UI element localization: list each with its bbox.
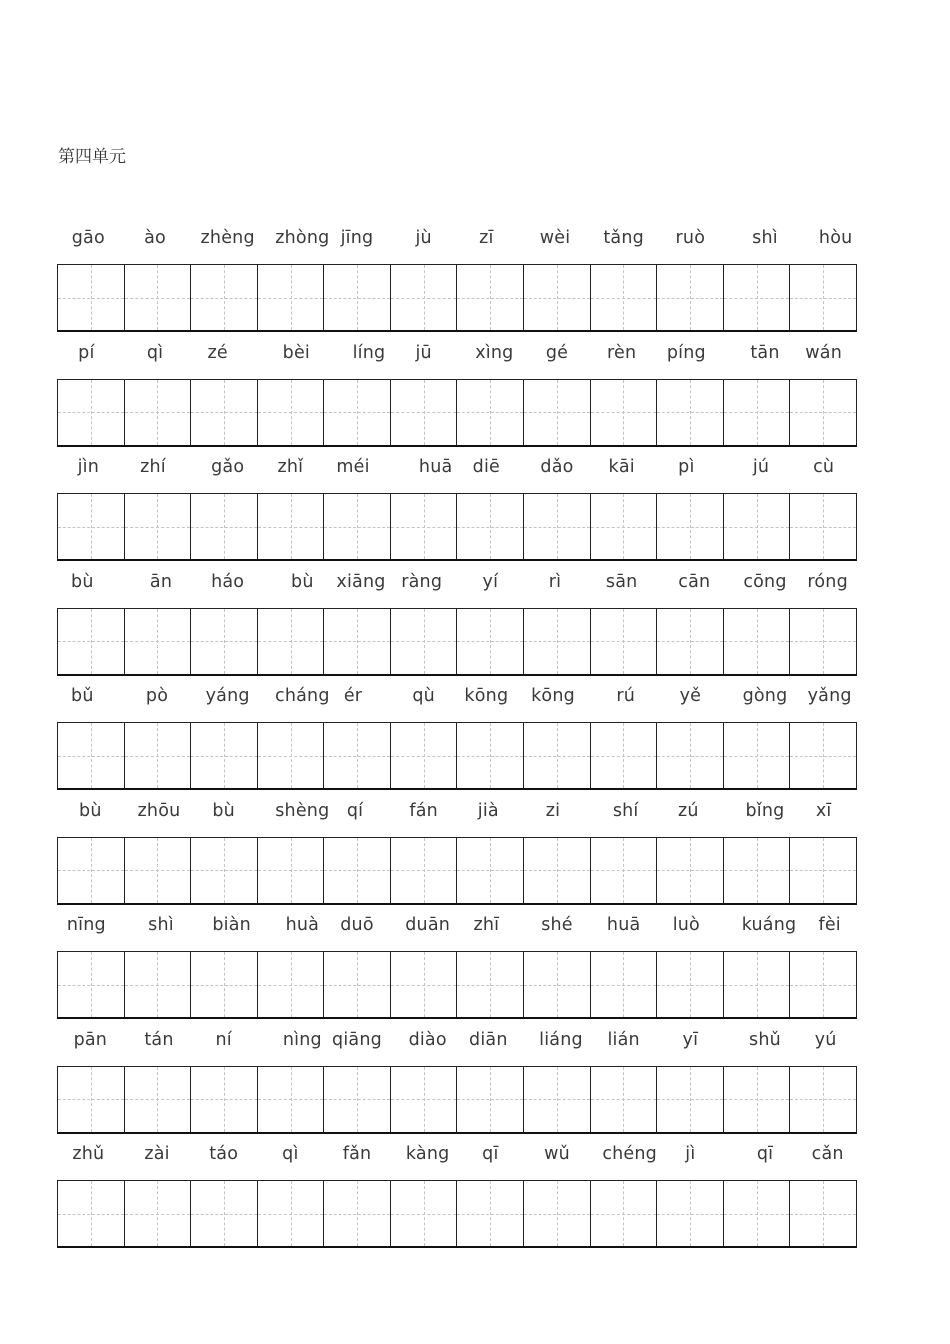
- pinyin-label: pí: [78, 342, 95, 363]
- writing-cell[interactable]: [724, 609, 791, 674]
- writing-cell[interactable]: [391, 380, 458, 445]
- pinyin-label: fán: [409, 800, 438, 821]
- pinyin-label: zī: [479, 228, 494, 248]
- writing-cell[interactable]: [724, 1067, 791, 1132]
- writing-cell[interactable]: [125, 838, 192, 903]
- pinyin-label: kōng: [531, 686, 575, 706]
- page-title: 第四单元: [58, 147, 126, 167]
- writing-cell[interactable]: [191, 723, 258, 788]
- pinyin-label: xī: [815, 800, 832, 821]
- pinyin-label: zi: [545, 800, 561, 821]
- writing-cell[interactable]: [391, 265, 458, 330]
- writing-cell[interactable]: [524, 723, 591, 788]
- writing-cell[interactable]: [324, 838, 391, 903]
- pinyin-label: dǎo: [540, 457, 574, 477]
- tianzige-grid-row: [57, 722, 857, 790]
- pinyin-label: zhǔ: [72, 1144, 105, 1164]
- pinyin-label: zài: [144, 1144, 170, 1164]
- writing-cell[interactable]: [657, 838, 724, 903]
- writing-cell[interactable]: [258, 1181, 325, 1246]
- writing-cell[interactable]: [324, 1181, 391, 1246]
- writing-cell[interactable]: [324, 265, 391, 330]
- pinyin-label: zhōu: [137, 800, 181, 821]
- pinyin-label: liáng: [539, 1029, 583, 1050]
- tianzige-grid-row: [57, 264, 857, 332]
- writing-cell[interactable]: [457, 494, 524, 559]
- pinyin-label: fǎn: [342, 1144, 372, 1164]
- pinyin-label: pì: [678, 457, 695, 477]
- writing-cell[interactable]: [524, 609, 591, 674]
- pinyin-label: háo: [211, 571, 245, 592]
- pinyin-label: sān: [605, 571, 638, 592]
- writing-cell[interactable]: [724, 1181, 791, 1246]
- writing-cell[interactable]: [457, 1067, 524, 1132]
- writing-cell[interactable]: [58, 609, 125, 674]
- writing-cell[interactable]: [324, 723, 391, 788]
- pinyin-label: pò: [145, 686, 169, 706]
- pinyin-label: pān: [73, 1029, 108, 1050]
- pinyin-label: zhòng: [275, 228, 330, 248]
- pinyin-label: bù: [212, 800, 235, 821]
- pinyin-label: diē: [472, 457, 500, 477]
- writing-cell[interactable]: [258, 380, 325, 445]
- writing-cell[interactable]: [125, 952, 192, 1017]
- pinyin-label: cān: [678, 571, 711, 592]
- pinyin-row: [57, 795, 857, 837]
- writing-cell[interactable]: [324, 609, 391, 674]
- writing-cell[interactable]: [125, 609, 192, 674]
- pinyin-label: zhèng: [200, 228, 255, 248]
- pinyin-label: jì: [685, 1144, 696, 1164]
- writing-cell[interactable]: [591, 1181, 658, 1246]
- pinyin-label: hòu: [818, 228, 853, 248]
- writing-cell[interactable]: [125, 1181, 192, 1246]
- worksheet-row: [57, 680, 857, 795]
- pinyin-label: ràng: [401, 571, 443, 592]
- writing-cell[interactable]: [790, 1067, 856, 1132]
- writing-cell[interactable]: [591, 609, 658, 674]
- pinyin-label: xiāng: [336, 571, 386, 592]
- writing-cell[interactable]: [191, 1067, 258, 1132]
- writing-cell[interactable]: [724, 838, 791, 903]
- pinyin-label: fèi: [818, 915, 841, 935]
- pinyin-label: yǎng: [807, 686, 852, 706]
- pinyin-label: cōng: [743, 571, 787, 592]
- pinyin-label: gòng: [742, 686, 788, 706]
- pinyin-label: huā: [418, 457, 453, 477]
- writing-cell[interactable]: [191, 1181, 258, 1246]
- pinyin-label: qì: [146, 342, 164, 363]
- pinyin-label: róng: [807, 571, 848, 592]
- pinyin-label: qī: [756, 1144, 774, 1164]
- writing-cell[interactable]: [657, 609, 724, 674]
- pinyin-label: ní: [215, 1029, 232, 1050]
- pinyin-label: líng: [352, 342, 386, 363]
- writing-cell[interactable]: [58, 265, 125, 330]
- pinyin-label: wán: [805, 342, 843, 363]
- writing-cell[interactable]: [457, 952, 524, 1017]
- pinyin-label: ào: [144, 228, 166, 248]
- pinyin-label: shí: [612, 800, 639, 821]
- pinyin-label: shì: [752, 228, 778, 248]
- writing-cell[interactable]: [391, 838, 458, 903]
- tianzige-grid-row: [57, 493, 857, 561]
- writing-cell[interactable]: [191, 494, 258, 559]
- writing-cell[interactable]: [258, 494, 325, 559]
- writing-cell[interactable]: [258, 1067, 325, 1132]
- pinyin-label: rèn: [607, 342, 637, 363]
- writing-cell[interactable]: [724, 952, 791, 1017]
- writing-cell[interactable]: [591, 952, 658, 1017]
- pinyin-label: jià: [477, 800, 499, 821]
- writing-cell[interactable]: [125, 723, 192, 788]
- pinyin-label: táo: [209, 1144, 239, 1164]
- pinyin-label: zú: [677, 800, 699, 821]
- pinyin-label: chéng: [602, 1144, 657, 1164]
- writing-cell[interactable]: [724, 723, 791, 788]
- writing-cell[interactable]: [58, 494, 125, 559]
- pinyin-label: bù: [291, 571, 314, 592]
- writing-cell[interactable]: [324, 1067, 391, 1132]
- writing-cell[interactable]: [58, 380, 125, 445]
- pinyin-label: jú: [752, 457, 770, 477]
- writing-cell[interactable]: [258, 952, 325, 1017]
- writing-cell[interactable]: [790, 265, 856, 330]
- pinyin-row: [57, 1024, 857, 1066]
- writing-cell[interactable]: [790, 380, 856, 445]
- writing-cell[interactable]: [591, 1067, 658, 1132]
- writing-cell[interactable]: [591, 723, 658, 788]
- writing-cell[interactable]: [58, 838, 125, 903]
- writing-cell[interactable]: [524, 265, 591, 330]
- writing-cell[interactable]: [724, 380, 791, 445]
- pinyin-label: yí: [482, 571, 499, 592]
- pinyin-label: shèng: [275, 800, 330, 821]
- pinyin-row: [57, 451, 857, 493]
- pinyin-row: [57, 222, 857, 264]
- writing-cell[interactable]: [58, 723, 125, 788]
- writing-cell[interactable]: [191, 609, 258, 674]
- pinyin-label: duān: [405, 915, 451, 935]
- writing-cell[interactable]: [258, 838, 325, 903]
- writing-cell[interactable]: [790, 609, 856, 674]
- pinyin-label: nīng: [66, 915, 106, 935]
- writing-cell[interactable]: [524, 1181, 591, 1246]
- pinyin-label: xìng: [475, 342, 514, 363]
- writing-cell[interactable]: [457, 380, 524, 445]
- pinyin-worksheet: [57, 222, 857, 1253]
- pinyin-label: shé: [541, 915, 573, 935]
- writing-cell[interactable]: [457, 1181, 524, 1246]
- writing-cell[interactable]: [790, 723, 856, 788]
- worksheet-row: [57, 222, 857, 337]
- writing-cell[interactable]: [191, 265, 258, 330]
- writing-cell[interactable]: [391, 609, 458, 674]
- pinyin-label: tǎng: [603, 228, 644, 248]
- writing-cell[interactable]: [524, 838, 591, 903]
- pinyin-label: cháng: [275, 686, 330, 706]
- writing-cell[interactable]: [324, 494, 391, 559]
- pinyin-label: yě: [679, 686, 702, 706]
- writing-cell[interactable]: [724, 494, 791, 559]
- writing-cell[interactable]: [457, 609, 524, 674]
- writing-cell[interactable]: [258, 609, 325, 674]
- pinyin-label: kàng: [405, 1144, 450, 1164]
- pinyin-label: ān: [149, 571, 173, 592]
- pinyin-row: [57, 680, 857, 722]
- pinyin-label: diān: [469, 1029, 508, 1050]
- writing-cell[interactable]: [258, 265, 325, 330]
- writing-cell[interactable]: [391, 723, 458, 788]
- pinyin-label: yáng: [205, 686, 250, 706]
- pinyin-label: zhǐ: [277, 457, 304, 477]
- writing-cell[interactable]: [524, 380, 591, 445]
- pinyin-label: rú: [616, 686, 635, 706]
- tianzige-grid-row: [57, 837, 857, 905]
- writing-cell[interactable]: [125, 494, 192, 559]
- writing-cell[interactable]: [125, 265, 192, 330]
- writing-cell[interactable]: [657, 265, 724, 330]
- pinyin-label: yú: [814, 1029, 837, 1050]
- pinyin-label: huà: [285, 915, 320, 935]
- pinyin-label: nìng: [282, 1029, 322, 1050]
- pinyin-label: yī: [682, 1029, 699, 1050]
- pinyin-row: [57, 909, 857, 951]
- writing-cell[interactable]: [591, 838, 658, 903]
- writing-cell[interactable]: [457, 265, 524, 330]
- pinyin-label: gǎo: [211, 457, 245, 477]
- pinyin-label: kuáng: [741, 915, 797, 935]
- pinyin-label: qī: [482, 1144, 499, 1164]
- pinyin-label: qiāng: [332, 1029, 382, 1050]
- writing-cell[interactable]: [524, 494, 591, 559]
- pinyin-label: kōng: [464, 686, 509, 706]
- writing-cell[interactable]: [657, 952, 724, 1017]
- writing-cell[interactable]: [457, 723, 524, 788]
- writing-cell[interactable]: [58, 952, 125, 1017]
- writing-cell[interactable]: [524, 1067, 591, 1132]
- pinyin-label: bù: [79, 800, 102, 821]
- writing-cell[interactable]: [657, 723, 724, 788]
- tianzige-grid-row: [57, 379, 857, 447]
- writing-cell[interactable]: [457, 838, 524, 903]
- writing-cell[interactable]: [657, 1067, 724, 1132]
- pinyin-label: qí: [346, 800, 364, 821]
- tianzige-grid-row: [57, 1180, 857, 1248]
- pinyin-label: duō: [340, 915, 374, 935]
- pinyin-label: zhí: [140, 457, 166, 477]
- writing-cell[interactable]: [790, 838, 856, 903]
- pinyin-label: jū: [415, 342, 432, 363]
- writing-cell[interactable]: [790, 1181, 856, 1246]
- worksheet-row: [57, 795, 857, 910]
- writing-cell[interactable]: [191, 838, 258, 903]
- pinyin-label: diào: [408, 1029, 447, 1050]
- pinyin-label: cù: [813, 457, 835, 477]
- writing-cell[interactable]: [125, 1067, 192, 1132]
- pinyin-label: ér: [343, 686, 363, 706]
- pinyin-label: píng: [666, 342, 706, 363]
- writing-cell[interactable]: [524, 952, 591, 1017]
- writing-cell[interactable]: [724, 265, 791, 330]
- tianzige-grid-row: [57, 1066, 857, 1134]
- worksheet-row: [57, 451, 857, 566]
- pinyin-label: wǔ: [544, 1144, 570, 1164]
- pinyin-label: bǔ: [71, 686, 94, 706]
- writing-cell[interactable]: [657, 494, 724, 559]
- pinyin-label: kāi: [608, 457, 635, 477]
- pinyin-label: cǎn: [811, 1144, 844, 1164]
- pinyin-label: wèi: [539, 228, 571, 248]
- writing-cell[interactable]: [790, 952, 856, 1017]
- writing-cell[interactable]: [391, 494, 458, 559]
- pinyin-label: ruò: [675, 228, 706, 248]
- writing-cell[interactable]: [191, 380, 258, 445]
- pinyin-label: méi: [336, 457, 370, 477]
- writing-cell[interactable]: [58, 1067, 125, 1132]
- pinyin-label: rì: [548, 571, 562, 592]
- pinyin-label: tán: [144, 1029, 174, 1050]
- writing-cell[interactable]: [591, 265, 658, 330]
- writing-cell[interactable]: [657, 1181, 724, 1246]
- pinyin-label: zhī: [473, 915, 500, 935]
- tianzige-grid-row: [57, 608, 857, 676]
- worksheet-row: [57, 1024, 857, 1139]
- writing-cell[interactable]: [391, 952, 458, 1017]
- pinyin-label: lián: [607, 1029, 640, 1050]
- writing-cell[interactable]: [324, 952, 391, 1017]
- writing-cell[interactable]: [391, 1067, 458, 1132]
- writing-cell[interactable]: [790, 494, 856, 559]
- writing-cell[interactable]: [591, 494, 658, 559]
- writing-cell[interactable]: [191, 952, 258, 1017]
- worksheet-row: [57, 909, 857, 1024]
- pinyin-label: qì: [282, 1144, 299, 1164]
- pinyin-label: gāo: [71, 228, 105, 248]
- worksheet-row: [57, 1138, 857, 1253]
- writing-cell[interactable]: [391, 1181, 458, 1246]
- pinyin-label: shì: [148, 915, 174, 935]
- writing-cell[interactable]: [58, 1181, 125, 1246]
- pinyin-label: jīng: [340, 228, 374, 248]
- writing-cell[interactable]: [591, 380, 658, 445]
- pinyin-label: qù: [412, 686, 435, 706]
- pinyin-label: luò: [672, 915, 700, 935]
- pinyin-label: shǔ: [749, 1029, 781, 1050]
- worksheet-row: [57, 566, 857, 681]
- pinyin-label: tān: [750, 342, 780, 363]
- pinyin-label: biàn: [212, 915, 251, 935]
- worksheet-row: [57, 337, 857, 452]
- pinyin-label: bèi: [282, 342, 310, 363]
- writing-cell[interactable]: [258, 723, 325, 788]
- pinyin-row: [57, 337, 857, 379]
- writing-cell[interactable]: [125, 380, 192, 445]
- writing-cell[interactable]: [324, 380, 391, 445]
- pinyin-row: [57, 566, 857, 608]
- pinyin-label: bǐng: [745, 800, 785, 821]
- pinyin-label: gé: [545, 342, 569, 363]
- writing-cell[interactable]: [657, 380, 724, 445]
- pinyin-label: jìn: [77, 457, 100, 477]
- pinyin-label: huā: [606, 915, 641, 935]
- pinyin-label: zé: [207, 342, 228, 363]
- pinyin-label: bù: [71, 571, 94, 592]
- pinyin-row: [57, 1138, 857, 1180]
- tianzige-grid-row: [57, 951, 857, 1019]
- pinyin-label: jù: [415, 228, 432, 248]
